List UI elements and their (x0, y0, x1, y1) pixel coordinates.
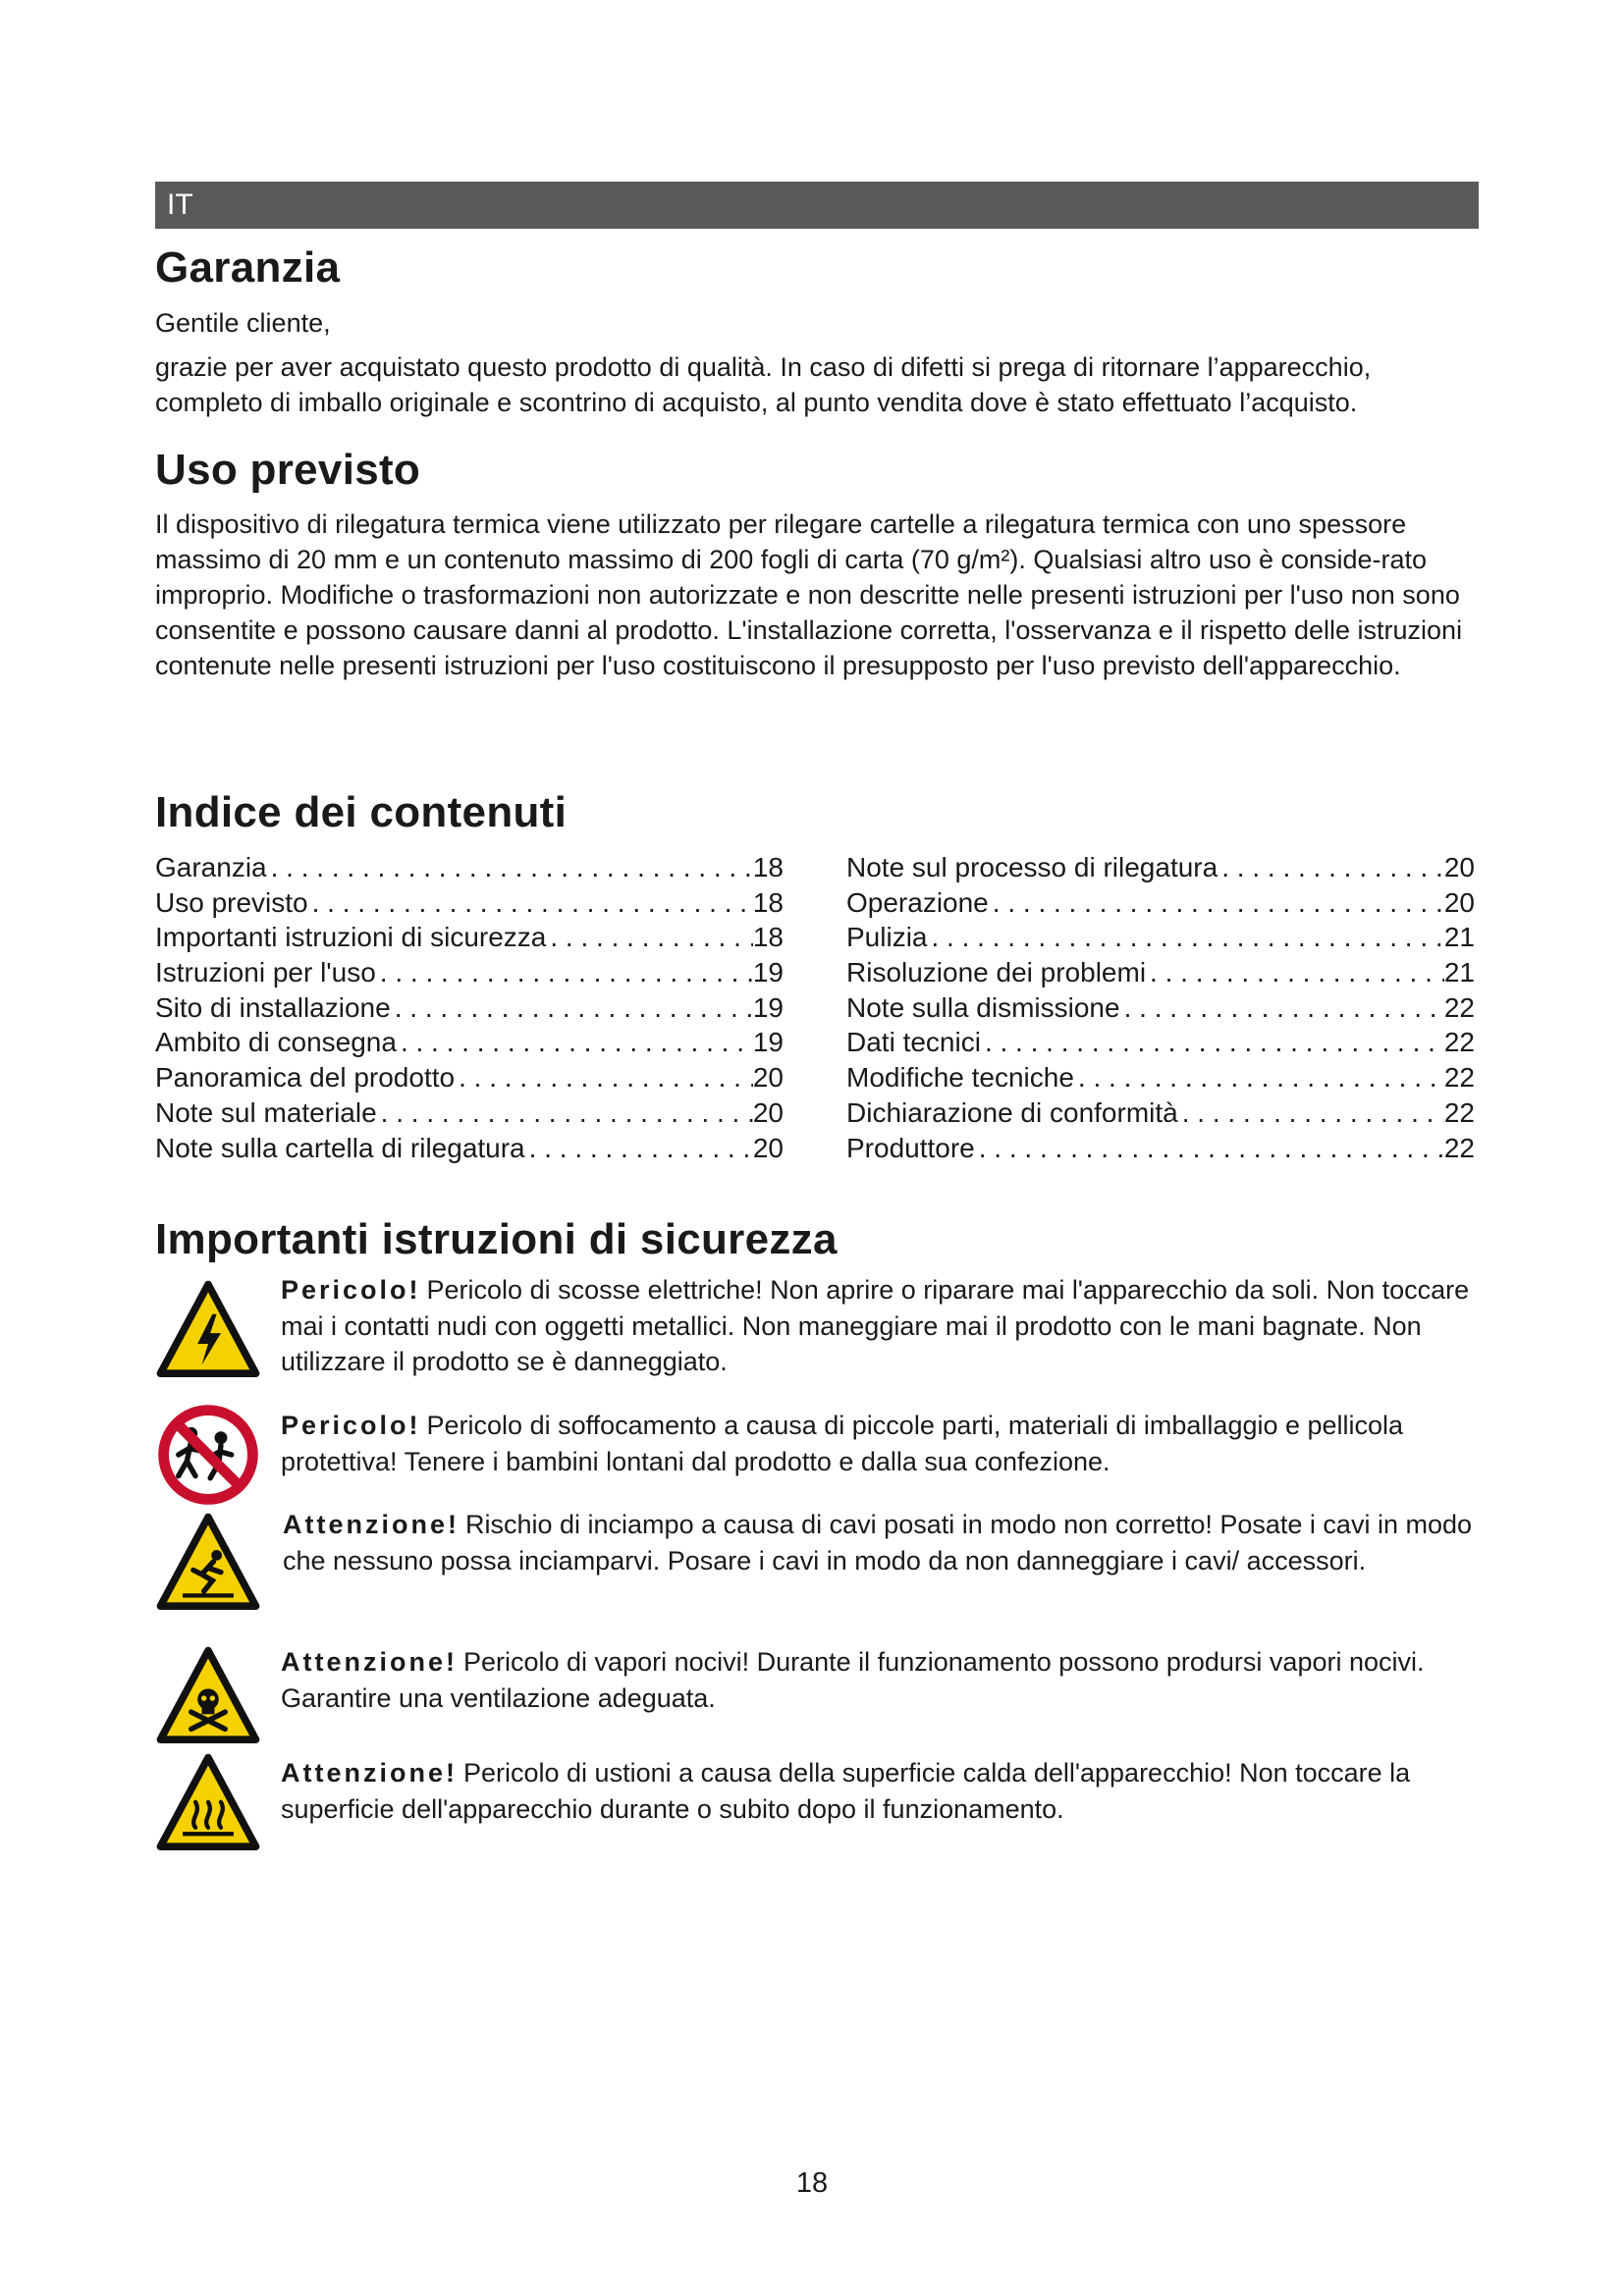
warning-label: Attenzione! (283, 1510, 460, 1539)
safety-warning-text: Attenzione! Rischio di inciampo a causa di cavi posati in modo non corretto! Posate i cavi in modo che nessuno possa inciamparvi. Posare i cavi in modo da non danneggiare i cavi/ accessori. (283, 1510, 1473, 1575)
toc-heading: Indice dei contenuti (155, 788, 568, 836)
safety-warning-text: Attenzione! Pericolo di vapori nocivi! Durante il funzionamento possono prodursi vapori nocivi. Garantire una ventilazione adeguata. (281, 1647, 1425, 1713)
warning-label: Pericolo! (281, 1411, 421, 1440)
toc-entry[interactable]: Importanti istruzioni di sicurezza . . . 18 (155, 920, 784, 955)
warranty-heading: Garanzia (155, 243, 341, 292)
language-bar: IT (155, 182, 1479, 229)
warranty-body: grazie per aver acquistato questo prodotto di qualità. In caso di difetti si prega di ritornare l’apparecchio, completo di imballo originale e scontrino di acquisto, al punto vendita dove è stato effettuato l’acquisto. (155, 352, 1372, 417)
electric-shock-warning-icon (155, 1278, 261, 1384)
toc-entry[interactable]: Sito di installazione . . . 19 (155, 990, 784, 1026)
toc-entry[interactable]: Note sul processo di rilegatura . . . 20 (846, 850, 1475, 885)
toc-entry[interactable]: Istruzioni per l'uso . . . 19 (155, 955, 784, 990)
toc-entry[interactable]: Dichiarazione di conformità . . . 22 (846, 1095, 1475, 1131)
toc-entry[interactable]: Pulizia . . . 21 (846, 920, 1475, 955)
toc-entry[interactable]: Dati tecnici . . . 22 (846, 1025, 1475, 1060)
toc-entry[interactable]: Note sulla dismissione . . . 22 (846, 990, 1475, 1026)
toc-entry[interactable]: Produttore . . . 22 (846, 1131, 1475, 1166)
toc-entry[interactable]: Modifiche tecniche . . . 22 (846, 1060, 1475, 1095)
safety-heading: Importanti istruzioni di sicurezza (155, 1215, 838, 1263)
toc-entry[interactable]: Operazione . . . 20 (846, 885, 1475, 921)
warning-label: Attenzione! (281, 1758, 458, 1788)
toc-entry[interactable]: Note sulla cartella di rilegatura . . . 20 (155, 1131, 784, 1166)
toc-entry[interactable]: Risoluzione dei problemi . . . 21 (846, 955, 1475, 990)
warranty-greeting: Gentile cliente, (155, 308, 331, 338)
toc-entry[interactable]: Note sul materiale . . . 20 (155, 1095, 784, 1131)
toc-entry[interactable]: Uso previsto . . . 18 (155, 885, 784, 921)
intended-use-heading: Uso previsto (155, 446, 421, 494)
safety-warning-text: Pericolo! Pericolo di soffocamento a causa di piccole parti, materiali di imballaggio e pellicola protettiva! Tenere i bambini lontani dal prodotto e dalla sua confezione. (281, 1411, 1404, 1476)
toc-entry[interactable]: Ambito di consegna . . . 19 (155, 1025, 784, 1060)
warning-label: Pericolo! (281, 1275, 421, 1305)
intended-use-body: Il dispositivo di rilegatura termica viene utilizzato per rilegare cartelle a rilegatura termica con uno spessore massimo di 20 mm e un contenuto massimo di 200 fogli di carta (70 g/m²). Qualsiasi altro uso è conside-rato improprio. Modifiche o trasformazioni non autorizzate e non descritte nelle presenti istruzioni per l'uso non sono consentite e possono causare danni al prodotto. L'installazione corretta, l'osservanza e il rispetto delle istruzioni contenute nelle presenti istruzioni per l'uso costituiscono il presupposto per l'uso previsto dell'apparecchio. (155, 509, 1463, 680)
no-children-icon (155, 1402, 261, 1508)
toc-entry[interactable]: Garanzia . . . 18 (155, 850, 784, 885)
safety-warning-text: Attenzione! Pericolo di ustioni a causa della superficie calda dell'apparecchio! Non toccare la superficie dell'apparecchio durante o subito dopo il funzionamento. (281, 1758, 1411, 1824)
toc-left-column (155, 850, 784, 1165)
toc-right-column (846, 850, 1475, 1165)
tripping-hazard-icon (155, 1511, 261, 1617)
safety-warning-text: Pericolo! Pericolo di scosse elettriche! Non aprire o riparare mai l'apparecchio da soli. Non toccare mai i contatti nudi con oggetti metallici. Non maneggiare mai il prodotto con le mani bagnate. Non utilizzare il prodotto se è danneggiato. (281, 1275, 1470, 1376)
toc-entry[interactable]: Panoramica del prodotto . . . 20 (155, 1060, 784, 1095)
toxic-vapors-icon (155, 1644, 261, 1750)
hot-surface-icon (155, 1751, 261, 1857)
warning-label: Attenzione! (281, 1647, 458, 1677)
page-number: 18 (795, 2167, 829, 2199)
